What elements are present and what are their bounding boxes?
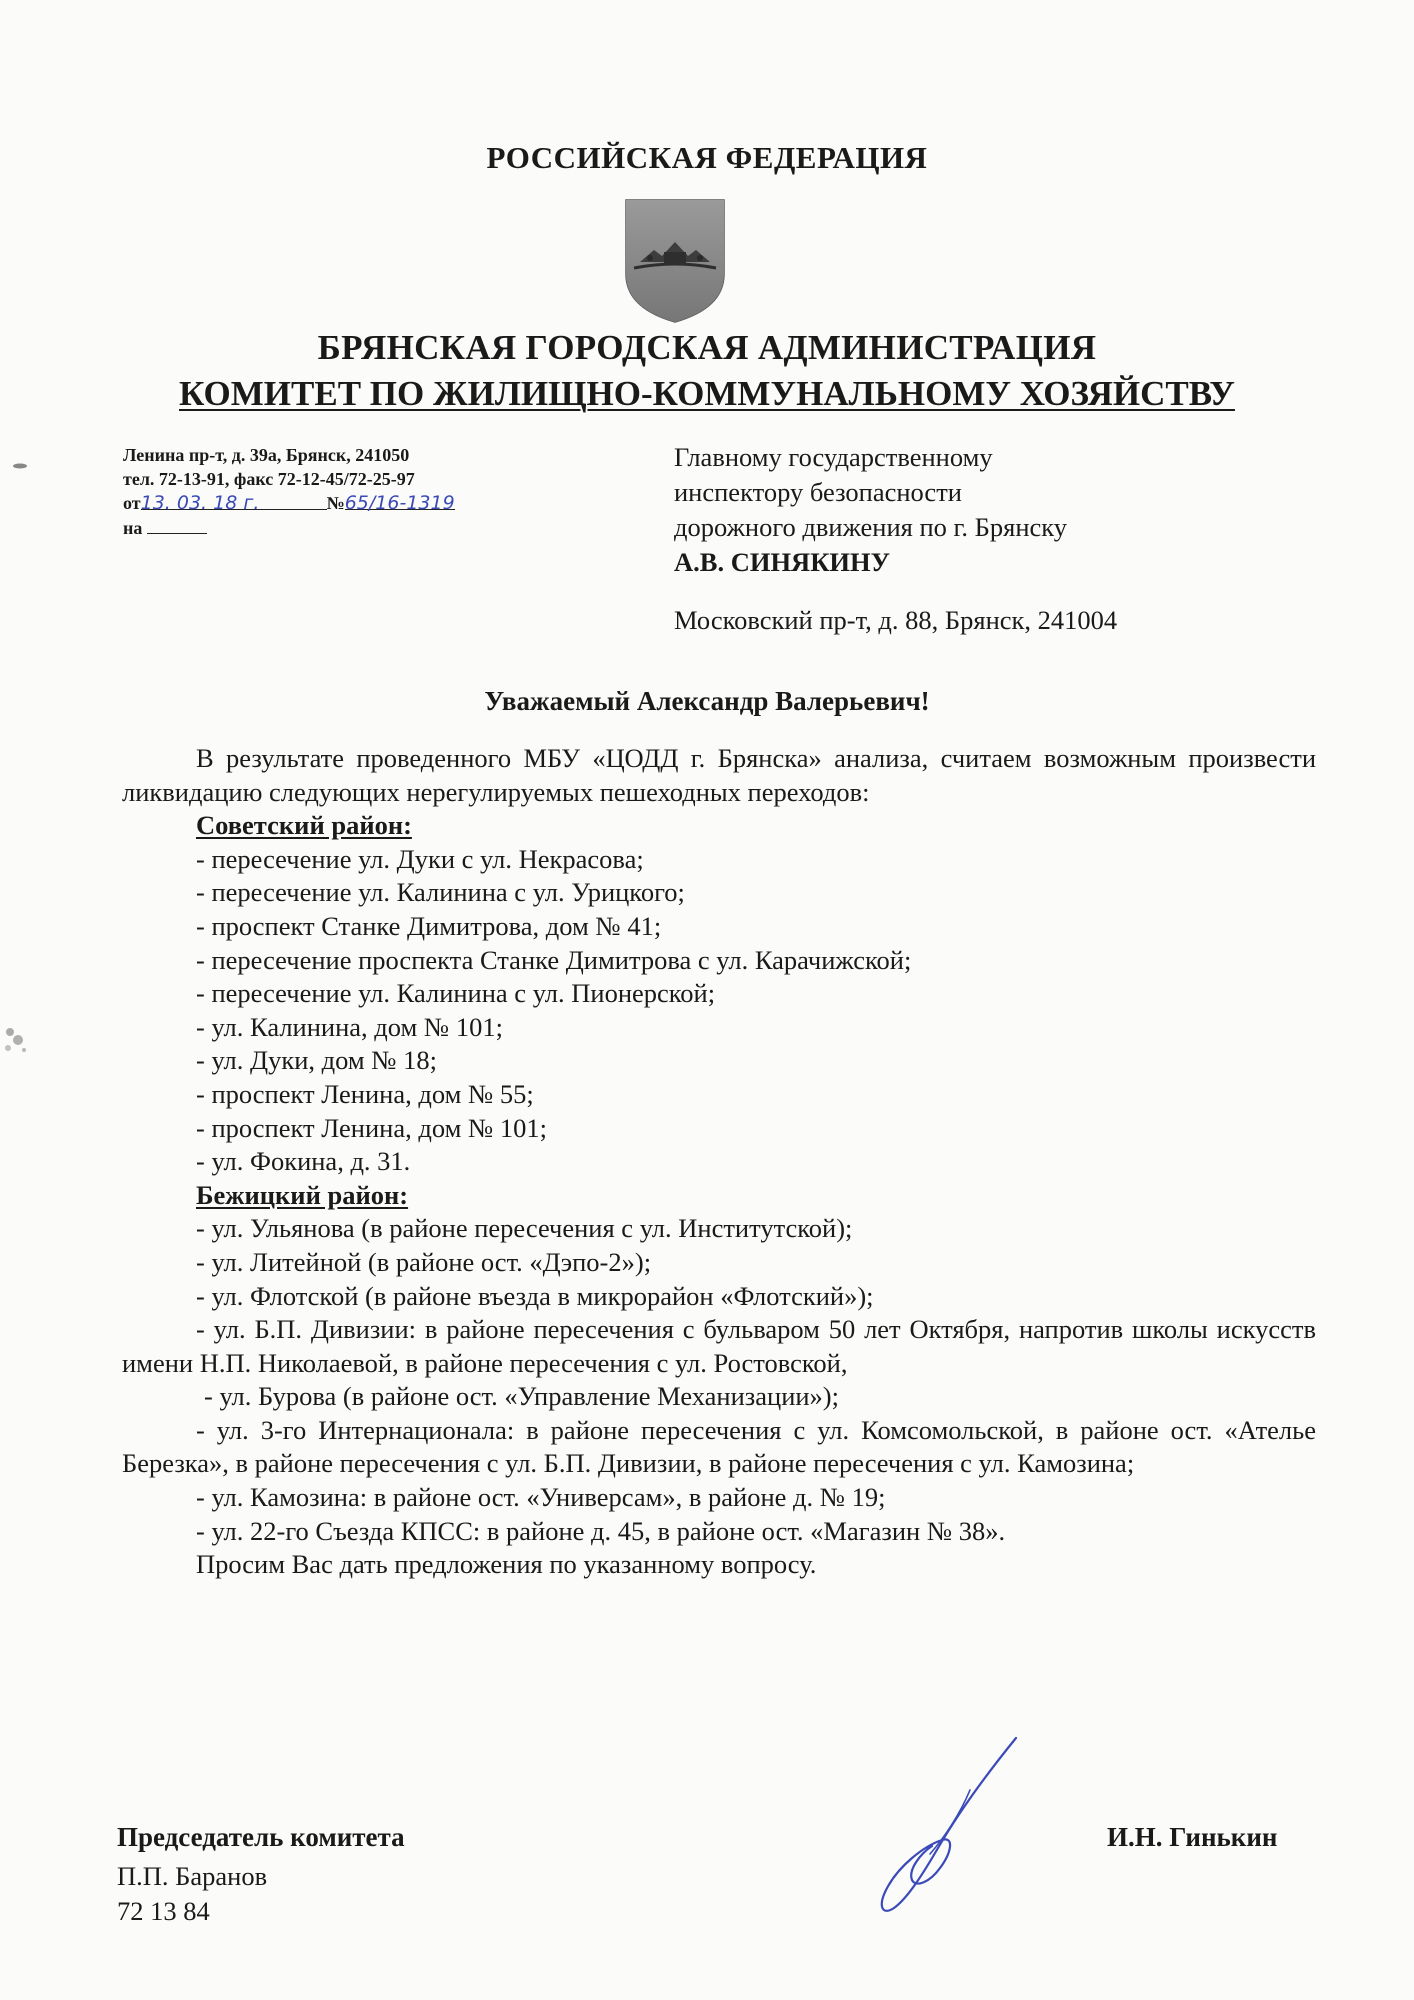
list-item-long: - ул. 3-го Интернационала: в районе пересечения с ул. Комсомольской, в районе ост. «Ателье Березка», в районе пересечения с ул. Б.П. Дивизии, в районе пересечения с ул. Камозина; (122, 1414, 1316, 1479)
recipient-name: А.В. СИНЯКИНУ (674, 547, 891, 577)
list-item: - ул. Ульянова (в районе пересечения с ул. Институтской); (196, 1213, 853, 1244)
list-item: - ул. Камозина: в районе ост. «Универсам», в районе д. № 19; (196, 1482, 886, 1513)
committee-title: КОМИТЕТ ПО ЖИЛИЩНО-КОММУНАЛЬНОМУ ХОЗЯЙСТВУ (179, 374, 1235, 413)
executor-name: П.П. Баранов (117, 1861, 268, 1891)
intro-paragraph: В результате проведенного МБУ «ЦОДД г. Брянска» анализа, считаем возможным произвести ликвидацию следующих нерегулируемых пешеходных переходов: (122, 743, 1316, 807)
recipient-address: Московский пр-т, д. 88, Брянск, 241004 (674, 605, 1118, 635)
recipient-block (674, 440, 1117, 638)
reply-field (147, 515, 207, 534)
number-field (344, 491, 455, 514)
list-item: - пересечение проспекта Станке Димитрова с ул. Карачижской; (196, 944, 912, 975)
district-heading-sovetsky: Советский район: (196, 810, 412, 841)
recipient-line3: дорожного движения по г. Брянску (674, 512, 1068, 542)
handwritten-date: 13. 03. 18 г. (140, 492, 260, 514)
greeting: Уважаемый Александр Валерьевич! (484, 686, 930, 716)
coat-of-arms-icon (620, 196, 730, 324)
scan-mark (12, 462, 28, 470)
sender-phones: тел. 72-13-91, факс 72-12-45/72-25-97 (123, 469, 415, 489)
list-item: - пересечение ул. Калинина с ул. Урицкого; (196, 877, 685, 908)
list-item: - ул. Дуки, дом № 18; (196, 1045, 438, 1076)
executor-block (117, 1859, 267, 1929)
number-label: № (326, 493, 345, 513)
country-title: РОССИЙСКАЯ ФЕДЕРАЦИЯ (486, 140, 928, 175)
outgoing-reference (123, 491, 455, 515)
sender-address: Ленина пр-т, д. 39а, Брянск, 241050 (123, 445, 410, 465)
list-item: - проспект Ленина, дом № 101; (196, 1112, 547, 1143)
signatory-name: И.Н. Гинькин (1107, 1822, 1278, 1852)
list-item-long: - ул. Б.П. Дивизии: в районе пересечения с бульваром 50 лет Октября, напротив школы искусств имени Н.П. Николаевой, в районе пересечения с ул. Ростовской, (122, 1314, 1316, 1378)
sender-block (123, 443, 455, 539)
date-field (140, 491, 327, 514)
recipient-line2: инспектору безопасности (674, 477, 962, 507)
executor-phone: 72 13 84 (117, 1896, 210, 1926)
scan-smudge (0, 1020, 34, 1060)
list-item: - ул. 22-го Съезда КПСС: в районе д. 45, в районе ост. «Магазин № 38». (196, 1515, 1006, 1546)
reply-reference (123, 515, 455, 539)
closing-request: Просим Вас дать предложения по указанному вопросу. (196, 1549, 817, 1580)
list-item: - проспект Ленина, дом № 55; (196, 1078, 534, 1109)
list-item: - ул. Флотской (в районе въезда в микрорайон «Флотский»); (196, 1280, 874, 1311)
list-item: - ул. Литейной (в районе ост. «Дэпо-2»); (196, 1246, 652, 1277)
list-item: - ул. Калинина, дом № 101; (196, 1011, 503, 1042)
list-item: - ул. Бурова (в районе ост. «Управление Механизации»); (204, 1381, 839, 1412)
signatory-title: Председатель комитета (117, 1822, 405, 1852)
administration-title: БРЯНСКАЯ ГОРОДСКАЯ АДМИНИСТРАЦИЯ (317, 328, 1097, 367)
list-item: - пересечение ул. Калинина с ул. Пионерской; (196, 978, 716, 1009)
handwritten-signature (820, 1730, 1050, 1920)
letter-body (122, 742, 1316, 1582)
handwritten-number: 65/16-1319 (344, 492, 455, 514)
list-item: - пересечение ул. Дуки с ул. Некрасова; (196, 843, 644, 874)
list-item: - проспект Станке Димитрова, дом № 41; (196, 910, 662, 941)
from-label: от (123, 493, 141, 513)
district-heading-bezhitsky: Бежицкий район: (196, 1179, 409, 1210)
list-item: - ул. Фокина, д. 31. (196, 1146, 411, 1177)
recipient-line1: Главному государственному (674, 442, 993, 472)
on-label: на (123, 518, 143, 538)
